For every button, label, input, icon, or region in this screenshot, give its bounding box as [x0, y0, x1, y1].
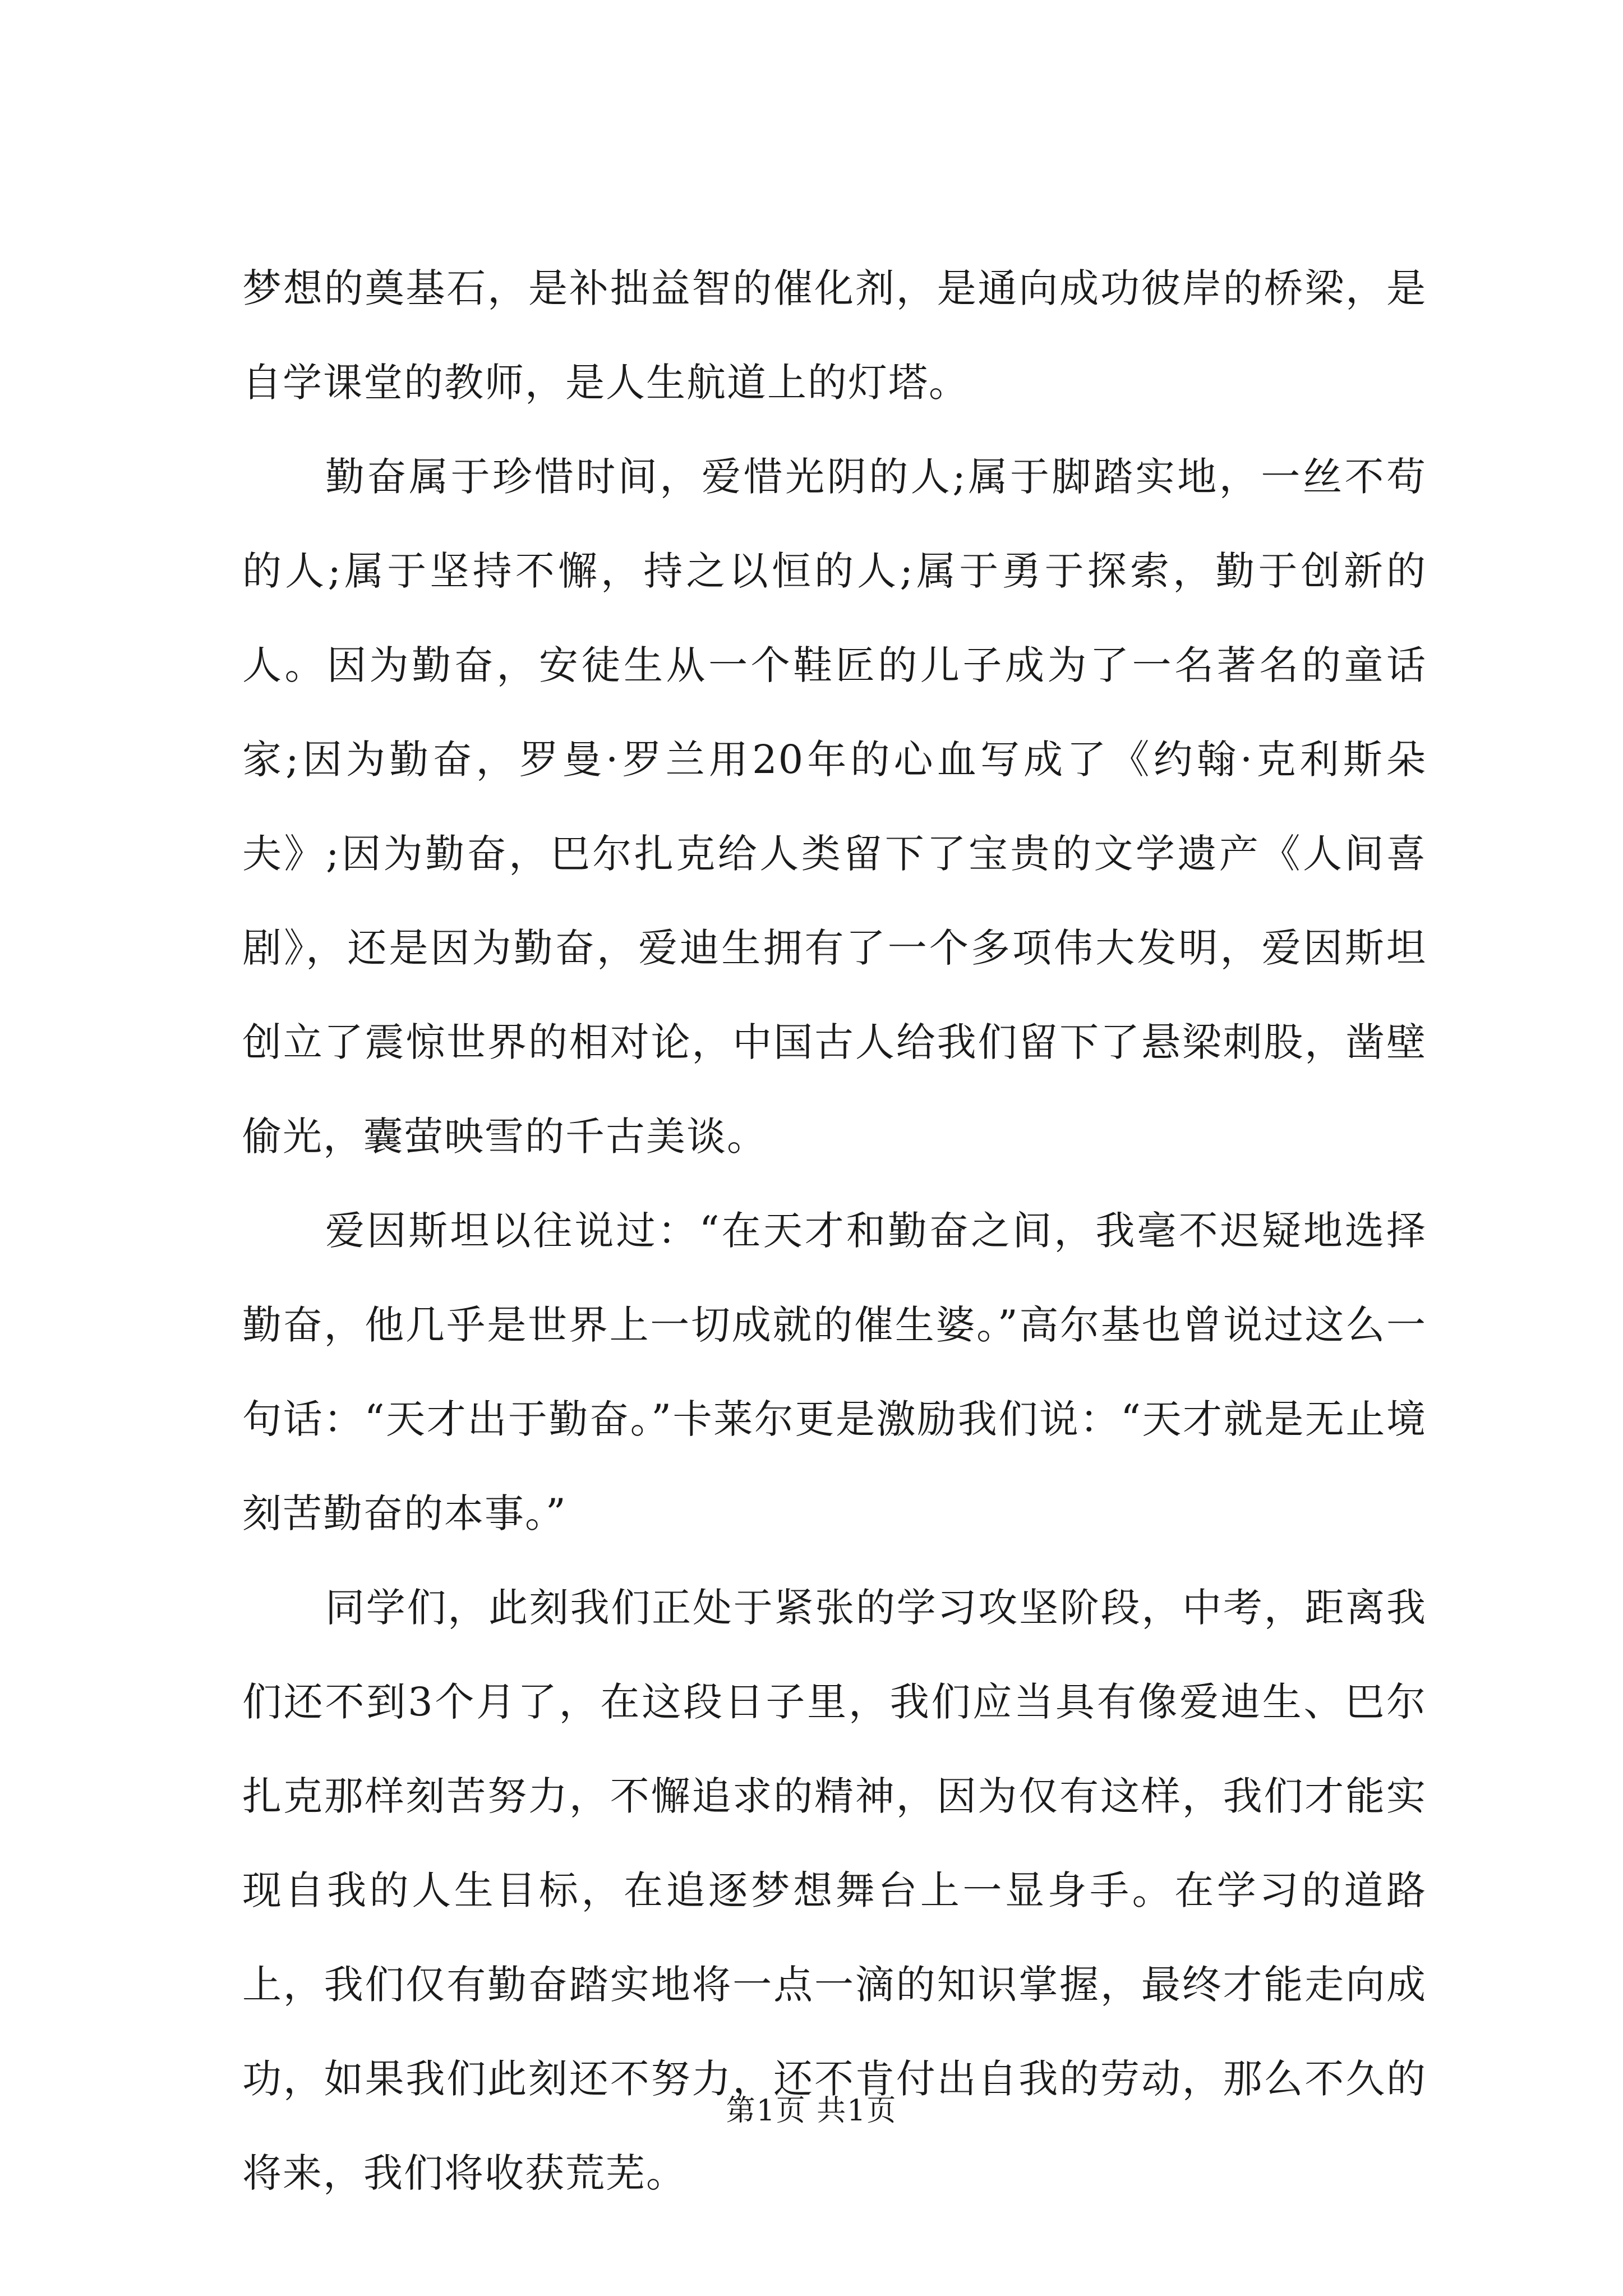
paragraph-call-to-action: 同学们，此刻我们正处于紧张的学习攻坚阶段，中考，距离我们还不到3个月了，在这段日子里，我们应当具有像爱迪生、巴尔扎克那样刻苦努力，不懈追求的精神，因为仅有这样，我们才能实现自我的人生目标，在追逐梦想舞台上一显身手。在学习的道路上，我们仅有勤奋踏实地将一点一滴的知识掌握，最终才能走向成功，如果我们此刻还不努力，还不肯付出自我的劳动，那么不久的将来，我们将收获荒芜。 [242, 1585, 1427, 2196]
document-body [242, 241, 1427, 2220]
paragraph-diligence: 勤奋属于珍惜时间，爱惜光阴的人;属于脚踏实地，一丝不苟的人;属于坚持不懈，持之以恒的人;属于勇于探索，勤于创新的人。因为勤奋，安徒生从一个鞋匠的儿子成为了一名著名的童话家;因为勤奋，罗曼·罗兰用20年的心血写成了《约翰·克利斯朵夫》;因为勤奋，巴尔扎克给人类留下了宝贵的文学遗产《人间喜剧》，还是因为勤奋，爱迪生拥有了一个多项伟大发明，爱因斯坦创立了震惊世界的相对论，中国古人给我们留下了悬梁刺股，凿壁偷光，囊萤映雪的千古美谈。 [242, 454, 1427, 1159]
paragraph-continuation: 梦想的奠基石，是补拙益智的催化剂，是通向成功彼岸的桥梁，是自学课堂的教师，是人生航道上的灯塔。 [242, 265, 1427, 406]
paragraph-quotes: 爱因斯坦以往说过：“在天才和勤奋之间，我毫不迟疑地选择勤奋，他几乎是世界上一切成就的催生婆。”高尔基也曾说过这么一句话：“天才出于勤奋。”卡莱尔更是激励我们说：“天才就是无止境刻苦勤奋的本事。” [242, 1208, 1427, 1536]
page-number-footer: 第1页 共1页 [726, 2094, 897, 2128]
